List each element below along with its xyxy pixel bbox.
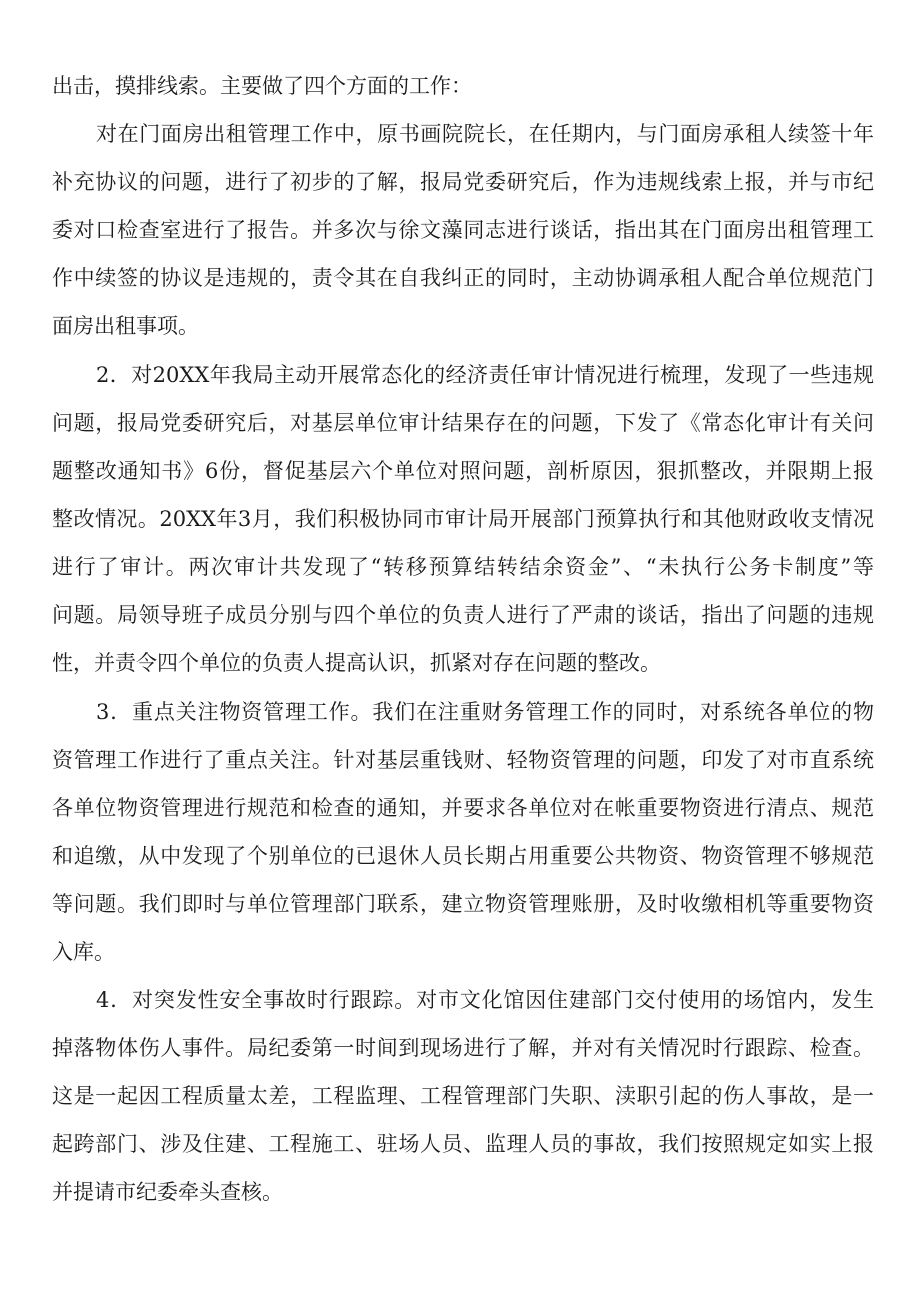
paragraph-line: 对在门面房出租管理工作中，原书画院院长，在任期内，与门面房承租人续签十年 <box>96 122 874 146</box>
paragraph-line: 问题。局领导班子成员分别与四个单位的负责人进行了严肃的谈话，指出了问题的违规 <box>52 603 874 627</box>
paragraph-item-4 <box>52 976 874 1216</box>
paragraph-line: 各单位物资管理进行规范和检查的通知，并要求各单位对在帐重要物资进行清点、规范 <box>52 796 874 820</box>
paragraph-line: 作中续签的协议是违规的，责令其在自我纠正的同时，主动协调承租人配合单位规范门 <box>52 266 874 290</box>
paragraph-line: 性，并责令四个单位的负责人提高认识，抓紧对存在问题的整改。 <box>52 651 661 675</box>
paragraph-line: 进行了审计。两次审计共发现了“转移预算结转结余资金”、“未执行公务卡制度”等 <box>52 555 874 579</box>
paragraph-line: 掉落物体伤人事件。局纪委第一时间到现场进行了解，并对有关情况时行跟踪、检查。 <box>52 1036 874 1060</box>
paragraph-item-2 <box>52 351 874 687</box>
paragraph-line: 资管理工作进行了重点关注。针对基层重钱财、轻物资管理的问题，印发了对市直系统 <box>52 748 874 772</box>
paragraph-item-3 <box>52 688 874 976</box>
paragraph-line: 2．对20XX年我局主动开展常态化的经济责任审计情况进行梳理，发现了一些违规 <box>96 363 874 387</box>
paragraph-line: 起跨部门、涉及住建、工程施工、驻场人员、监理人员的事故，我们按照规定如实上报 <box>52 1132 874 1156</box>
paragraph-line: 委对口检查室进行了报告。并多次与徐文藻同志进行谈话，指出其在门面房出租管理工 <box>52 218 874 242</box>
paragraph-item-1 <box>52 110 874 350</box>
paragraph-line: 出击，摸排线索。主要做了四个方面的工作： <box>52 74 472 98</box>
paragraph-line: 题整改通知书》6份，督促基层六个单位对照问题，剖析原因，狠抓整改，并限期上报 <box>52 459 874 483</box>
paragraph-line: 补充协议的问题，进行了初步的了解，报局党委研究后，作为违规线索上报，并与市纪 <box>52 170 874 194</box>
paragraph-line: 问题，报局党委研究后，对基层单位审计结果存在的问题，下发了《常态化审计有关问 <box>52 411 874 435</box>
paragraph-line: 并提请市纪委牵头查核。 <box>52 1180 283 1204</box>
paragraph-line: 这是一起因工程质量太差，工程监理、工程管理部门失职、渎职引起的伤人事故，是一 <box>52 1084 874 1108</box>
paragraph-line: 和追缴，从中发现了个别单位的已退休人员长期占用重要公共物资、物资管理不够规范 <box>52 844 874 868</box>
paragraph-line: 整改情况。20XX年3月，我们积极协同市审计局开展部门预算执行和其他财政收支情况 <box>52 507 874 531</box>
paragraph-line: 4．对突发性安全事故时行跟踪。对市文化馆因住建部门交付使用的场馆内，发生 <box>96 988 874 1012</box>
paragraph-line: 3．重点关注物资管理工作。我们在注重财务管理工作的同时，对系统各单位的物 <box>96 700 874 724</box>
paragraph-line: 面房出租事项。 <box>52 314 199 338</box>
paragraph-line: 入库。 <box>52 940 115 964</box>
paragraph-line: 等问题。我们即时与单位管理部门联系，建立物资管理账册，及时收缴相机等重要物资 <box>52 892 874 916</box>
paragraph-intro-continuation <box>52 62 874 110</box>
